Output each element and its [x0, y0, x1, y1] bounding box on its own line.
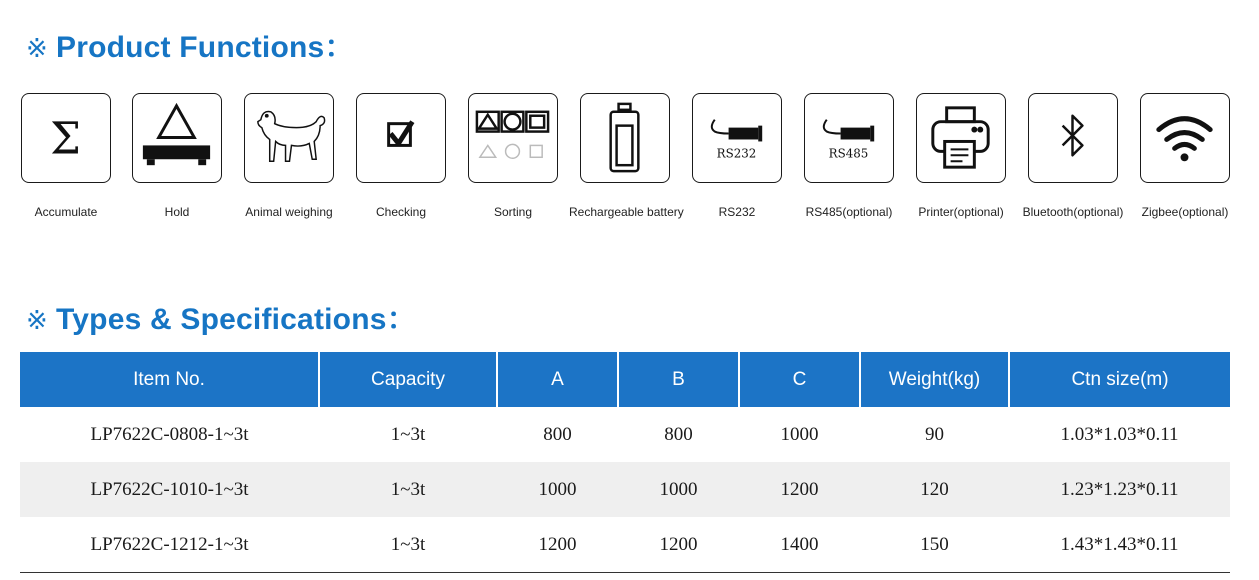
function-checking	[345, 93, 457, 219]
cell-item-no: LP7622C-0808-1~3t	[90, 423, 249, 445]
specifications-table	[20, 352, 1230, 573]
function-label: Rechargeable battery	[569, 205, 684, 219]
checkbox-icon	[356, 93, 446, 183]
table-row	[20, 517, 1230, 573]
function-accumulate	[10, 93, 122, 219]
function-label: RS485(optional)	[805, 205, 893, 219]
column-header-item-no: Item No.	[20, 352, 319, 407]
rs232-icon-text: RS232	[716, 146, 757, 161]
table-header-row	[20, 352, 1230, 407]
printer-icon	[916, 93, 1006, 183]
function-bluetooth	[1017, 93, 1129, 219]
column-header-capacity: Capacity	[319, 352, 497, 407]
function-rs485	[793, 93, 905, 219]
reference-mark-icon: ※	[26, 306, 48, 336]
section-title: Types & Specifications：	[56, 303, 417, 336]
table-row	[20, 407, 1230, 462]
cell-capacity: 1~3t	[390, 423, 426, 445]
function-label: Zigbee(optional)	[1141, 205, 1229, 219]
column-header-a: A	[497, 352, 618, 407]
functions-row	[20, 93, 1240, 223]
wifi-icon	[1140, 93, 1230, 183]
function-animal-weighing	[233, 93, 345, 219]
types-specifications-heading	[26, 294, 417, 338]
hold-icon	[132, 93, 222, 183]
rs232-cable-icon	[692, 93, 782, 183]
sigma-icon	[21, 93, 111, 183]
reference-mark-icon: ※	[26, 34, 48, 64]
function-label: Accumulate	[34, 205, 98, 219]
function-printer	[905, 93, 1017, 219]
function-label: Bluetooth(optional)	[1022, 205, 1124, 219]
cell-capacity: 1~3t	[319, 462, 497, 517]
cell-item-no: LP7622C-1010-1~3t	[20, 462, 319, 517]
function-zigbee	[1129, 93, 1241, 219]
cell-item-no: LP7622C-1212-1~3t	[20, 517, 319, 573]
rs485-cable-icon	[804, 93, 894, 183]
function-label: Animal weighing	[245, 205, 333, 219]
function-hold	[121, 93, 233, 219]
rs485-icon-text: RS485	[828, 146, 869, 161]
function-label: RS232	[718, 205, 756, 219]
cell-b: 800	[664, 423, 693, 445]
cell-ctn-size: 1.43*1.43*0.11	[1009, 517, 1230, 573]
bluetooth-icon	[1028, 93, 1118, 183]
battery-icon	[580, 93, 670, 183]
function-sorting	[457, 93, 569, 219]
cell-ctn-size: 1.03*1.03*0.11	[1060, 423, 1179, 445]
shapes-icon	[468, 93, 558, 183]
cell-c: 1000	[780, 423, 819, 445]
cell-capacity: 1~3t	[319, 517, 497, 573]
cell-a: 1200	[497, 517, 618, 573]
cell-weight: 150	[860, 517, 1009, 573]
section-title: Product Functions：	[56, 31, 355, 64]
cell-b: 1000	[618, 462, 739, 517]
function-label: Sorting	[493, 205, 533, 219]
column-header-c: C	[739, 352, 860, 407]
svg-text:Σ: Σ	[50, 114, 81, 165]
cell-weight: 90	[925, 423, 944, 445]
function-rechargeable-battery	[569, 93, 684, 219]
column-header-ctn-size: Ctn size(m)	[1009, 352, 1230, 407]
column-header-weight: Weight(kg)	[860, 352, 1009, 407]
cell-c: 1200	[739, 462, 860, 517]
function-label: Printer(optional)	[918, 205, 1004, 219]
cell-a: 800	[543, 423, 572, 445]
dog-icon	[244, 93, 334, 183]
cell-weight: 120	[860, 462, 1009, 517]
function-rs232	[681, 93, 793, 219]
cell-b: 1200	[618, 517, 739, 573]
column-header-b: B	[618, 352, 739, 407]
function-label: Hold	[164, 205, 190, 219]
cell-ctn-size: 1.23*1.23*0.11	[1009, 462, 1230, 517]
function-label: Checking	[375, 205, 427, 219]
cell-a: 1000	[497, 462, 618, 517]
cell-c: 1400	[739, 517, 860, 573]
product-functions-heading	[26, 22, 355, 66]
table-row	[20, 462, 1230, 517]
